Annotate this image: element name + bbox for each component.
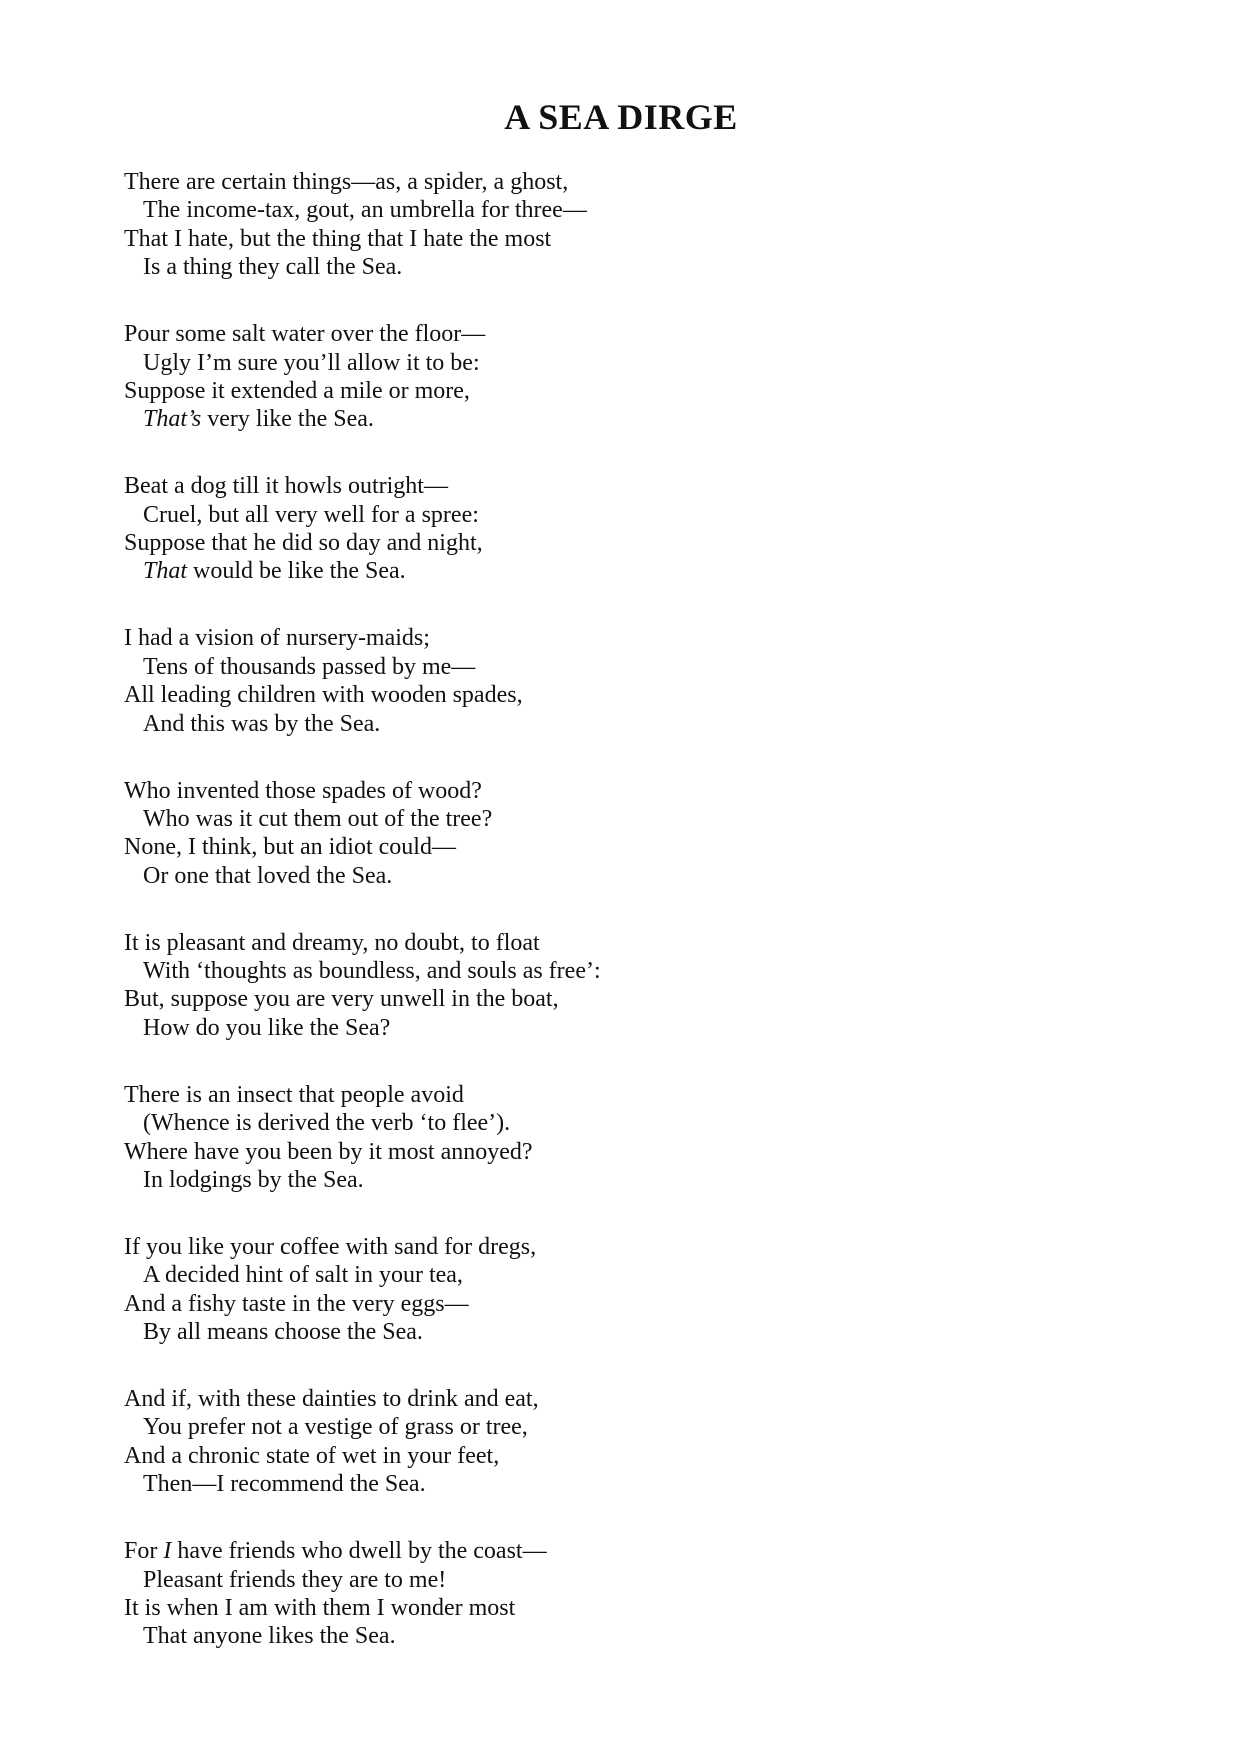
poem-line: All leading children with wooden spades, — [124, 682, 523, 709]
italic-word: That’s — [143, 406, 202, 433]
stanza-4 — [124, 624, 1024, 738]
poem-line: The income-tax, gout, an umbrella for three— — [143, 197, 587, 224]
poem-line: Who invented those spades of wood? — [124, 777, 482, 804]
poem-line: Then—I recommend the Sea. — [143, 1471, 426, 1498]
poem-line — [124, 1537, 1024, 1565]
poem-line: By all means choose the Sea. — [143, 1319, 423, 1346]
poem-title: A SEA DIRGE — [504, 97, 738, 137]
poem-line: You prefer not a vestige of grass or tree, — [143, 1414, 528, 1441]
poem-line — [124, 405, 1024, 433]
line-remainder: very like the Sea. — [201, 406, 374, 433]
poem-line: It is when I am with them I wonder most — [124, 1594, 516, 1621]
poem-line: And a chronic state of wet in your feet, — [124, 1442, 500, 1469]
poem-line: If you like your coffee with sand for dregs, — [124, 1233, 537, 1260]
stanza-10 — [124, 1537, 1024, 1651]
stanza-7 — [124, 1081, 1024, 1195]
poem-line: Cruel, but all very well for a spree: — [143, 501, 479, 528]
stanza-6 — [124, 929, 1024, 1043]
poem-line: There is an insect that people avoid — [124, 1081, 464, 1108]
poem-line: Is a thing they call the Sea. — [143, 254, 403, 281]
poem-line: None, I think, but an idiot could— — [124, 834, 456, 861]
poem-line: Pleasant friends they are to me! — [143, 1566, 447, 1593]
stanza-5 — [124, 777, 1024, 891]
poem-line: I had a vision of nursery-maids; — [124, 625, 430, 652]
poem-line: Pour some salt water over the floor— — [124, 321, 486, 348]
poem-line: A decided hint of salt in your tea, — [143, 1262, 463, 1289]
poem-line: Tens of thousands passed by me— — [143, 653, 476, 680]
poem-line — [124, 557, 1024, 585]
line-remainder: have friends who dwell by the coast— — [171, 1538, 547, 1565]
poem-line: And if, with these dainties to drink and eat, — [124, 1386, 539, 1412]
poem-line: It is pleasant and dreamy, no doubt, to float — [124, 929, 540, 956]
stanza-8 — [124, 1233, 1024, 1347]
poem-line: Or one that loved the Sea. — [143, 862, 393, 889]
stanza-1 — [124, 168, 1024, 282]
poem-line: But, suppose you are very unwell in the boat, — [124, 986, 559, 1013]
poem-line: That anyone likes the Sea. — [143, 1623, 396, 1650]
poem-body — [124, 168, 1024, 1689]
stanza-9 — [124, 1385, 1024, 1499]
italic-word: I — [163, 1538, 172, 1565]
poem-line: (Whence is derived the verb ‘to flee’). — [143, 1110, 511, 1137]
poem-line: Ugly I’m sure you’ll allow it to be: — [143, 349, 480, 376]
poem-line: Beat a dog till it howls outright— — [124, 473, 448, 500]
poem-line: How do you like the Sea? — [143, 1014, 391, 1041]
poem-line: That I hate, but the thing that I hate the most — [124, 225, 552, 252]
poem-line: There are certain things—as, a spider, a ghost, — [124, 169, 569, 195]
poem-line: Where have you been by it most annoyed? — [124, 1138, 533, 1165]
poem-line: Who was it cut them out of the tree? — [143, 805, 493, 832]
line-remainder: would be like the Sea. — [187, 558, 406, 585]
stanza-3 — [124, 472, 1024, 586]
italic-word: That — [143, 558, 188, 585]
poem-line: Suppose it extended a mile or more, — [124, 377, 470, 404]
poem-line: And this was by the Sea. — [143, 710, 381, 737]
poem-line: Suppose that he did so day and night, — [124, 530, 483, 557]
stanza-2 — [124, 320, 1024, 434]
poem-line: And a fishy taste in the very eggs— — [124, 1290, 469, 1317]
poem-line: In lodgings by the Sea. — [143, 1166, 364, 1193]
poem-line: With ‘thoughts as boundless, and souls as free’: — [143, 958, 601, 985]
line-prefix: For — [124, 1538, 164, 1565]
